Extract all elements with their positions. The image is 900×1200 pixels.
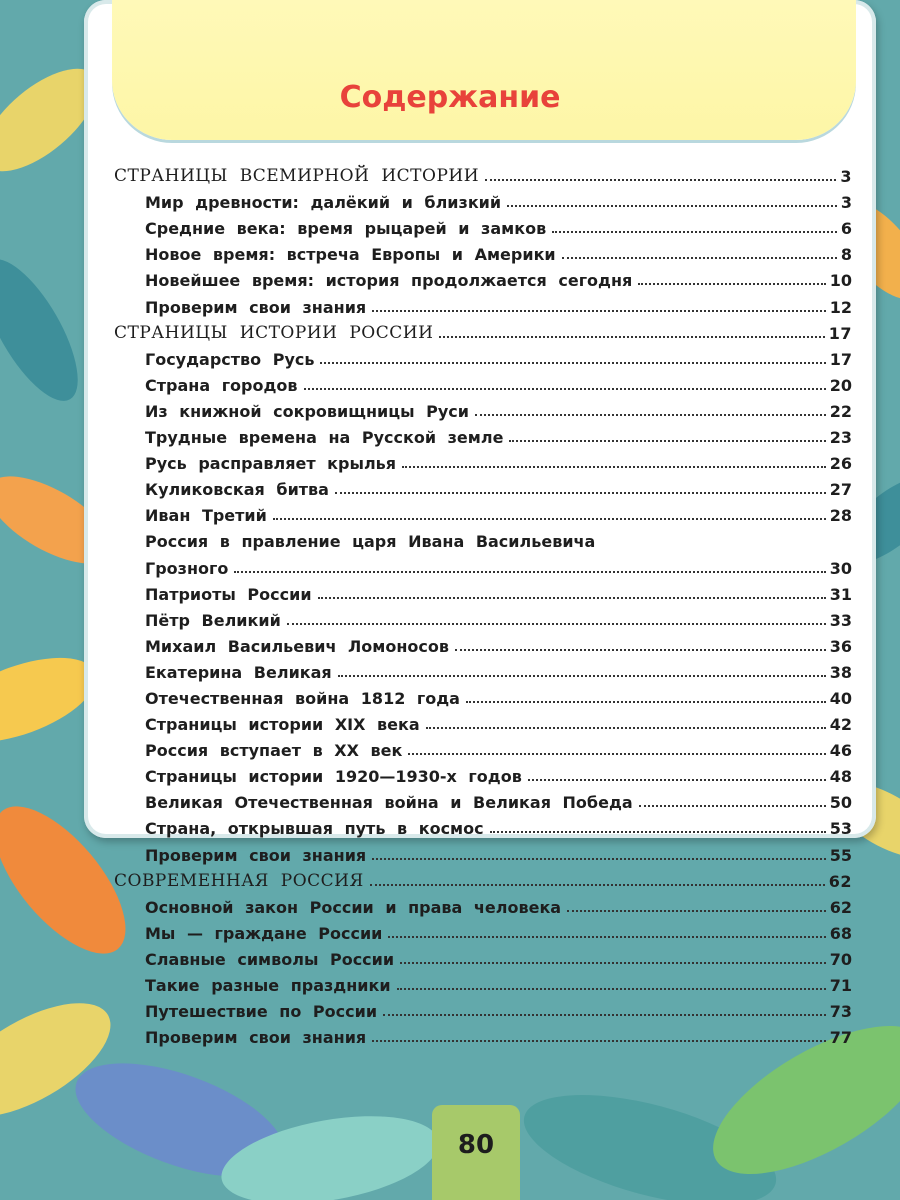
- toc-page-number: 40: [829, 688, 852, 708]
- toc-entry-title: Новейшее время: история продолжается сегодня: [145, 271, 633, 291]
- toc-entry: [114, 943, 852, 969]
- dot-leader: [466, 701, 826, 703]
- toc-entry-title: Страна городов: [145, 375, 298, 395]
- dot-leader: [388, 936, 825, 938]
- toc-entry-title: Трудные времена на Русской земле: [145, 428, 504, 448]
- toc-page-number: 38: [829, 662, 852, 682]
- toc-entry-title: Новое время: встреча Европы и Америки: [145, 245, 556, 265]
- dot-leader: [397, 988, 826, 990]
- toc-entry-title: СТРАНИЦЫ ИСТОРИИ РОССИИ: [114, 322, 434, 343]
- toc-entry: [114, 708, 852, 734]
- dot-leader: [455, 649, 826, 651]
- dot-leader: [528, 779, 826, 781]
- toc-section: [114, 317, 852, 343]
- dot-leader: [320, 362, 825, 364]
- toc-page-number: 42: [829, 715, 852, 735]
- toc-entry-title: Мир древности: далёкий и близкий: [145, 193, 502, 213]
- toc-entry-title: Такие разные праздники: [145, 976, 391, 995]
- toc-entry: [114, 734, 852, 760]
- dot-leader: [426, 727, 826, 729]
- toc-page-number: 8: [840, 245, 852, 265]
- toc-entry: [114, 421, 852, 447]
- toc-page-number: 33: [829, 610, 852, 630]
- toc-entry-title: Россия вступает в XX век: [145, 741, 403, 761]
- toc-entry: [114, 473, 852, 499]
- toc-page-number: 50: [829, 793, 852, 813]
- toc-page-number: 62: [828, 871, 852, 891]
- dot-leader: [273, 518, 826, 520]
- toc-entry: [114, 264, 852, 290]
- toc-entry: [114, 969, 852, 995]
- toc-entry-title: Отечественная война 1812 года: [145, 688, 460, 708]
- dot-leader: [318, 597, 826, 599]
- toc-entry-title: Михаил Васильевич Ломоносов: [145, 636, 450, 656]
- dot-leader: [439, 336, 824, 338]
- toc-entry: [114, 578, 852, 604]
- dot-leader: [338, 675, 826, 677]
- toc-page-number: 17: [828, 323, 852, 343]
- toc-page-number: 36: [829, 636, 852, 656]
- toc-page-number: 77: [829, 1028, 852, 1048]
- toc-entry-title: Иван Третий: [145, 506, 267, 526]
- toc-page-number: 73: [829, 1002, 852, 1022]
- toc-entry: [114, 447, 852, 473]
- toc-entry-title: Проверим свои знания: [145, 1028, 367, 1048]
- toc-entry-title: Страницы истории XIX века: [145, 715, 420, 735]
- toc-entry-title: Куликовская битва: [145, 480, 329, 500]
- toc-entry-title: Из книжной сокровищницы Руси: [145, 401, 469, 421]
- toc-entry: [114, 551, 852, 577]
- toc-entry: [114, 499, 852, 525]
- toc-entry: [114, 525, 852, 551]
- toc-section: [114, 865, 852, 891]
- dot-leader: [475, 414, 826, 416]
- toc-entry-title: Великая Отечественная война и Великая Победа: [145, 793, 633, 813]
- toc-page-number: 27: [829, 480, 852, 500]
- toc-page-number: 3: [840, 193, 852, 213]
- toc-entry-title: Проверим свои знания: [145, 845, 367, 865]
- toc-entry-title: Основной закон России и права человека: [145, 897, 562, 917]
- toc-entry: [114, 343, 852, 369]
- toc-entry: [114, 891, 852, 917]
- toc-page-number: 22: [829, 401, 852, 421]
- toc-page-number: 68: [829, 923, 852, 943]
- toc-entry-title: Страна, открывшая путь в космос: [145, 819, 484, 839]
- toc-entry: [114, 290, 852, 316]
- toc-entry: [114, 395, 852, 421]
- dot-leader: [335, 492, 826, 494]
- dot-leader: [370, 884, 825, 886]
- toc-entry: [114, 186, 852, 212]
- dot-leader: [485, 179, 836, 181]
- toc-entry-title: Россия в правление царя Ивана Васильевича: [145, 532, 596, 552]
- toc-entry-title: Патриоты России: [145, 584, 312, 604]
- toc-entry: [114, 1021, 852, 1047]
- toc-entry: [114, 786, 852, 812]
- toc-entry: [114, 656, 852, 682]
- toc-entry: [114, 238, 852, 264]
- dot-leader: [408, 753, 825, 755]
- dot-leader: [402, 466, 826, 468]
- toc-page-number: 23: [829, 428, 852, 448]
- dot-leader: [562, 257, 837, 259]
- dot-leader: [507, 205, 837, 207]
- toc-page-number: 55: [829, 845, 852, 865]
- toc-entry-title: Мы — граждане России: [145, 923, 383, 943]
- toc-entry-title: Проверим свои знания: [145, 297, 367, 317]
- toc-entry: [114, 212, 852, 238]
- dot-leader: [372, 310, 826, 312]
- toc-page-number: 71: [829, 976, 852, 995]
- toc-page-number: 46: [829, 741, 852, 761]
- toc-entry-title: Русь расправляет крылья: [145, 454, 397, 474]
- toc-page-number: 6: [840, 219, 852, 239]
- toc-entry: [114, 369, 852, 395]
- toc-page-number: 12: [829, 297, 852, 317]
- toc-entry-title: Средние века: время рыцарей и замков: [145, 219, 547, 239]
- toc-entry: [114, 838, 852, 864]
- page-title: Содержание: [339, 80, 561, 115]
- toc-entry-title: Славные символы России: [145, 949, 395, 969]
- toc-entry-title: Грозного: [145, 558, 229, 578]
- toc-page-number: 28: [829, 506, 852, 526]
- toc-page-number: 17: [829, 349, 852, 369]
- dot-leader: [372, 858, 826, 860]
- toc-entry-title: Государство Русь: [145, 349, 315, 369]
- toc-entry-title: СОВРЕМЕННАЯ РОССИЯ: [114, 870, 364, 891]
- dot-leader: [509, 440, 825, 442]
- toc-page-number: 10: [829, 271, 852, 291]
- dot-leader: [234, 571, 825, 573]
- toc-page-number: 48: [829, 767, 852, 787]
- toc-page-number: 70: [829, 949, 852, 969]
- toc-page-number: 62: [829, 897, 852, 917]
- toc-entry-title: Екатерина Великая: [145, 662, 332, 682]
- toc-entry-title: Путешествие по России: [145, 1002, 378, 1022]
- dot-leader: [552, 231, 837, 233]
- dot-leader: [639, 805, 826, 807]
- toc-page-number: 30: [829, 558, 852, 578]
- toc-entry: [114, 682, 852, 708]
- toc-page-number: 20: [829, 375, 852, 395]
- toc-entry: [114, 760, 852, 786]
- toc-page-number: 26: [829, 454, 852, 474]
- title-banner: [112, 0, 856, 140]
- toc-entry-title: Пётр Великий: [145, 610, 281, 630]
- toc-section: [114, 160, 852, 186]
- dot-leader: [304, 388, 826, 390]
- dot-leader: [287, 623, 826, 625]
- toc-entry: [114, 812, 852, 838]
- toc-page-number: 31: [829, 584, 852, 604]
- dot-leader: [567, 910, 826, 912]
- toc-entry: [114, 995, 852, 1021]
- toc-entry-title: Страницы истории 1920—1930-х годов: [145, 767, 522, 787]
- toc-entry: [114, 630, 852, 656]
- dot-leader: [638, 283, 825, 285]
- toc-entry: [114, 917, 852, 943]
- toc-page-number: 3: [840, 167, 852, 187]
- dot-leader: [372, 1040, 826, 1042]
- toc-page-number: 53: [829, 819, 852, 839]
- dot-leader: [400, 962, 826, 964]
- toc-entry-title: СТРАНИЦЫ ВСЕМИРНОЙ ИСТОРИИ: [114, 166, 480, 187]
- dot-leader: [383, 1014, 826, 1016]
- table-of-contents: [114, 160, 852, 1047]
- toc-entry: [114, 604, 852, 630]
- page-number: 80: [457, 1130, 495, 1160]
- dot-leader: [490, 831, 826, 833]
